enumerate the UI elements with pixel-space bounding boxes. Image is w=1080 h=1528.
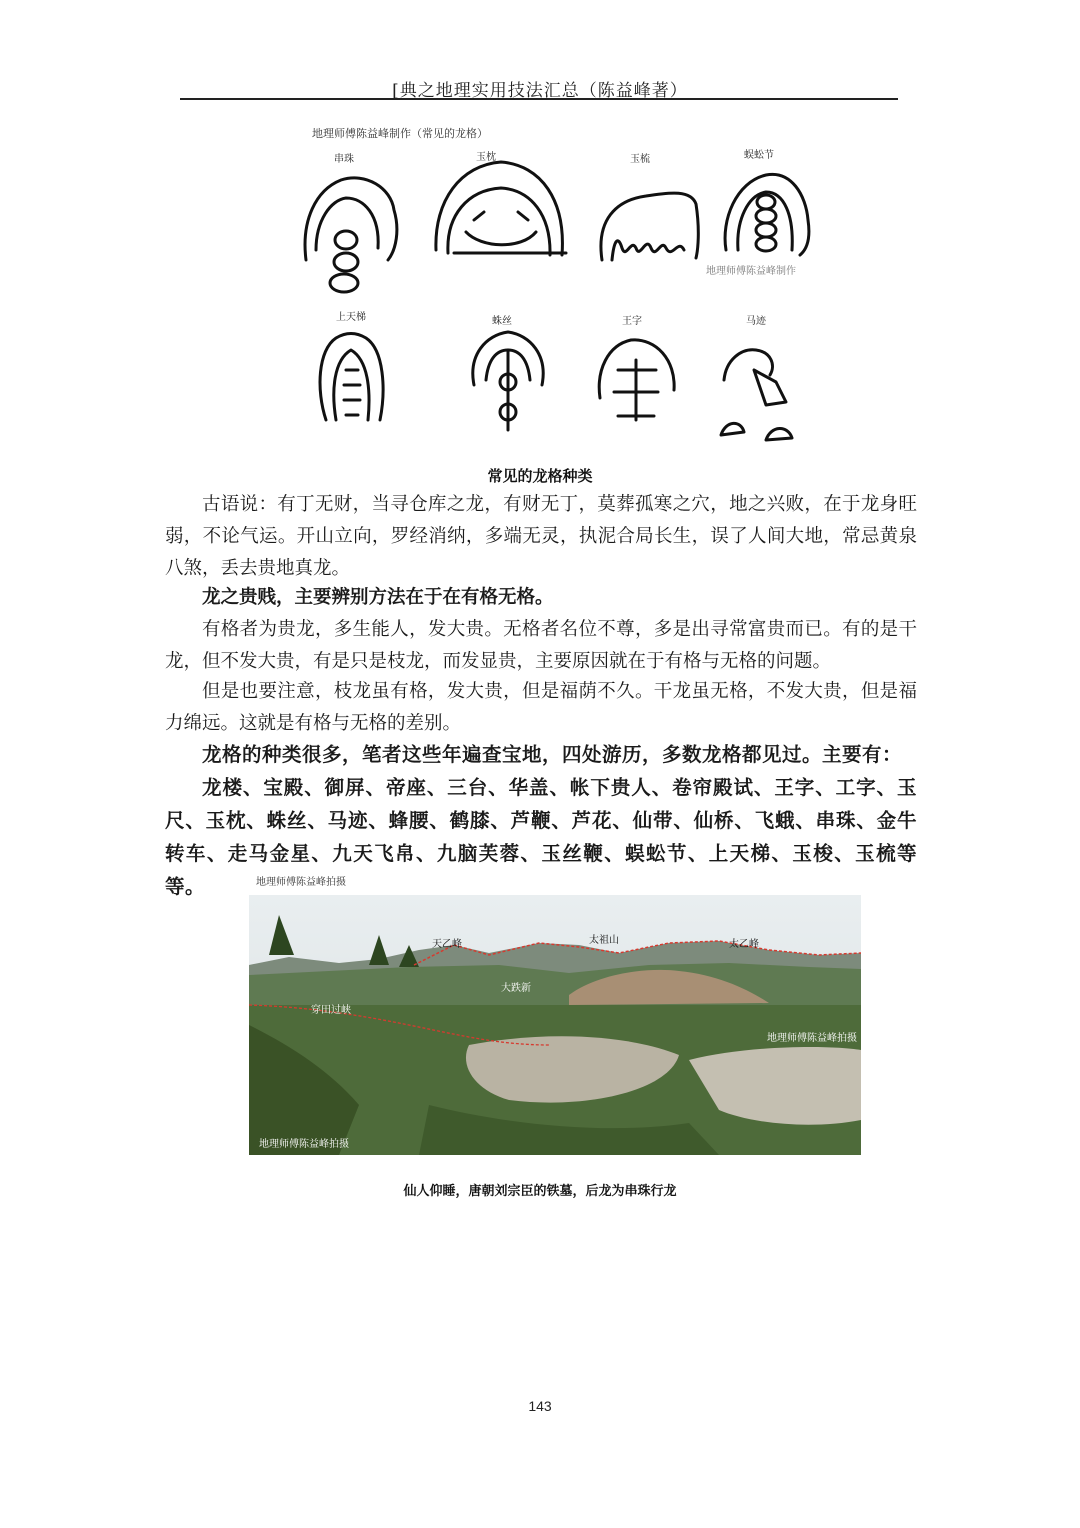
photo-label-tianyifeng: 天乙峰	[432, 939, 462, 950]
diagram-label-shangtianti: 上天梯	[336, 312, 366, 323]
zhusi-figure	[473, 332, 543, 430]
wangzi-figure	[599, 340, 674, 420]
header-rule	[180, 98, 898, 100]
page-number: 143	[528, 1398, 552, 1414]
diagram-label-wangzi: 王字	[622, 316, 642, 327]
dragon-forms-diagram	[296, 120, 826, 460]
photo-watermark-top: 地理师傅陈益峰拍摄	[256, 877, 346, 888]
diagram-caption: 常见的龙格种类	[487, 467, 593, 485]
photo-label-dadiexin: 大跌新	[501, 983, 531, 994]
photo-watermark-bottom: 地理师傅陈益峰拍摄	[259, 1139, 349, 1150]
yushu-figure	[601, 193, 698, 260]
running-header: [典之地理实用技法汇总（陈益峰著）	[392, 81, 688, 101]
yuzhen-figure	[436, 162, 566, 255]
diagram-watermark: 地理师傅陈益峰制作	[706, 266, 796, 277]
diagram-label-maji: 马迹	[746, 316, 766, 327]
diagram-label-zhusi: 蛛丝	[492, 316, 512, 327]
paragraph-2-bold: 龙之贵贱，主要辨别方法在于在有格无格。	[202, 587, 554, 608]
wugongjie-figure	[725, 174, 809, 255]
diagram-label-chuanzhu: 串珠	[334, 154, 354, 165]
paragraph-4: 但是也要注意，枝龙虽有格，发大贵，但是福荫不久。干龙虽无格，不发大贵，但是福力绵远。这就是有格与无格的差别。	[165, 681, 917, 734]
photo-label-taizushan: 太祖山	[589, 935, 619, 946]
photo-watermark-right: 地理师傅陈益峰拍摄	[767, 1033, 857, 1044]
diagram-label-yuzhen: 玉枕	[476, 152, 496, 163]
paragraph-5-bold: 龙格的种类很多，笔者这些年遍查宝地，四处游历，多数龙格都见过。主要有：	[202, 743, 903, 766]
shangtianti-figure	[320, 334, 383, 421]
diagram-label-wugongjie: 蜈蚣节	[744, 150, 774, 161]
dragon-forms-list: 龙楼、宝殿、御屏、帝座、三台、华盖、帐下贵人、卷帘殿试、王字、工字、玉尺、玉枕、蛛丝、马迹、蜂腰、鹤膝、芦鞭、芦花、仙带、仙桥、飞蛾、串珠、金牛转车、走马金星、九天飞帛、九脑芙蓉、玉丝鞭、蜈蚣节、上天梯、玉梭、玉梳等等。	[165, 776, 917, 898]
paragraph-3: 有格者为贵龙，多生能人，发大贵。无格者名位不尊，多是出寻常富贵而已。有的是干龙，但不发大贵，有是只是枝龙，而发显贵，主要原因就在于有格与无格的问题。	[165, 619, 917, 672]
photo-label-taiyifeng: 太乙峰	[729, 939, 759, 950]
maji-figure	[721, 350, 792, 440]
photo-label-chuantianguoxia: 穿田过峡	[311, 1005, 351, 1016]
diagram-label-yushu: 玉梳	[630, 154, 650, 165]
paragraph-1: 古语说：有丁无财，当寻仓库之龙，有财无丁，莫葬孤寒之穴，地之兴败，在于龙身旺弱，不论气运。开山立向，罗经消纳，多端无灵，执泥合局长生，误了人间大地，常忌黄泉八煞，丢去贵地真龙。	[165, 494, 917, 579]
chuanzhu-figure	[305, 178, 397, 292]
diagram-source-note: 地理师傅陈益峰制作（常见的龙格）	[312, 127, 488, 140]
landscape-photo	[249, 895, 861, 1155]
photo-caption: 仙人仰睡，唐朝刘宗臣的铁墓，后龙为串珠行龙	[403, 1184, 677, 1199]
